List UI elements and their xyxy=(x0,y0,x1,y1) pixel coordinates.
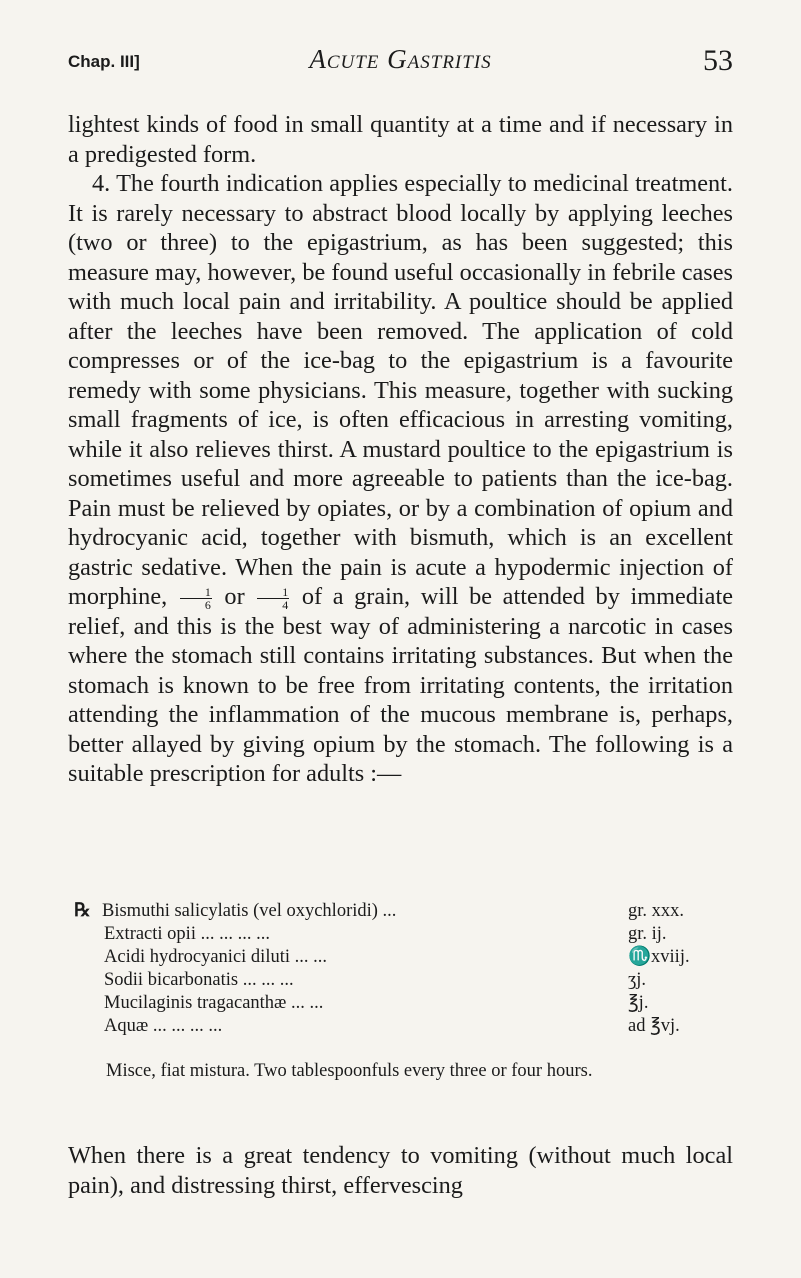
prescription-directions: Misce, fiat mistura. Two tablespoonfuls every three or four hours. xyxy=(106,1060,593,1081)
dosage: ♏xviij. xyxy=(628,947,690,967)
or-word: or xyxy=(224,583,245,610)
paragraph-text-a: 4. The fourth indication applies especially to medicinal treatment. It is rarely necessary to abstract blood locally by applying leeches (two or three) to the epigastrium, as has been suggested; this measure may, however, be found useful occasionally in febrile cases with much local pain and irritability. A poultice should be applied after the leeches have been removed. The application of cold compresses or of the ice-bag to the epigastrium is a favourite remedy with some physicians. This measure, together with sucking small fragments of ice, is often efficacious in arresting vomiting, while it also relieves thirst. A mustard poultice to the epigastrium is sometimes useful and more agreeable to patients than the ice-bag. Pain must be relieved by opiates, or by a combination of opium and hydrocyanic acid, together with bismuth, which is an excellent gastric sedative. When the pain is acute a hypodermic injection of morphine, xyxy=(68,170,733,610)
dosage: ℥j. xyxy=(628,993,649,1013)
paragraph-continued: lightest kinds of food in small quantity at a time and if necessary in a predigested form. xyxy=(68,111,733,168)
prescription-row xyxy=(74,900,728,923)
ingredient: ℞ Bismuthi salicylatis (vel oxychloridi) ... xyxy=(74,901,397,921)
ingredient: Extracti opii ... ... ... ... xyxy=(104,924,270,944)
dosage: ad ℥vj. xyxy=(628,1016,680,1036)
fraction-one-fourth: $\frac{1}{4}$ xyxy=(257,586,289,611)
paragraph-text-b: of a grain, will be attended by immediate relief, and this is the best way of administering a narcotic in cases where the stomach still contains irritating substances. But when the stomach is known to be free from irritating contents, the irritation attending the inflammation of the mucous membrane is, perhaps, better allayed by giving opium by the stomach. The following is a suitable prescription for adults :— xyxy=(68,583,734,787)
dosage: gr. ij. xyxy=(628,924,667,944)
prescription-row xyxy=(104,1015,728,1038)
ingredient: Sodii bicarbonatis ... ... ... xyxy=(104,970,294,990)
dosage: gr. xxx. xyxy=(628,901,685,921)
ingredient: Aquæ ... ... ... ... xyxy=(104,1016,223,1036)
prescription-row xyxy=(104,923,728,946)
prescription-row xyxy=(104,946,728,969)
dosage: ʒj. xyxy=(628,970,646,990)
main-text xyxy=(68,110,733,789)
prescription-block xyxy=(74,900,728,1038)
ingredient: Acidi hydrocyanici diluti ... ... xyxy=(104,947,327,967)
running-title: Acute Gastritis xyxy=(309,44,492,74)
ingredient: Mucilaginis tragacanthæ ... ... xyxy=(104,993,324,1013)
closing-paragraph: When there is a great tendency to vomiting (without much local pain), and distressing thirst, effervescing xyxy=(68,1142,733,1199)
fraction-one-sixth: $\frac{1}{6}$ xyxy=(180,586,212,611)
running-header xyxy=(68,44,733,84)
prescription-row xyxy=(104,992,728,1015)
recipe-symbol: ℞ xyxy=(74,901,91,921)
paragraph-fourth-indication xyxy=(68,169,733,789)
page-number: 53 xyxy=(703,44,733,77)
prescription-row xyxy=(104,969,728,992)
chapter-label: Chap. III] xyxy=(68,52,140,71)
